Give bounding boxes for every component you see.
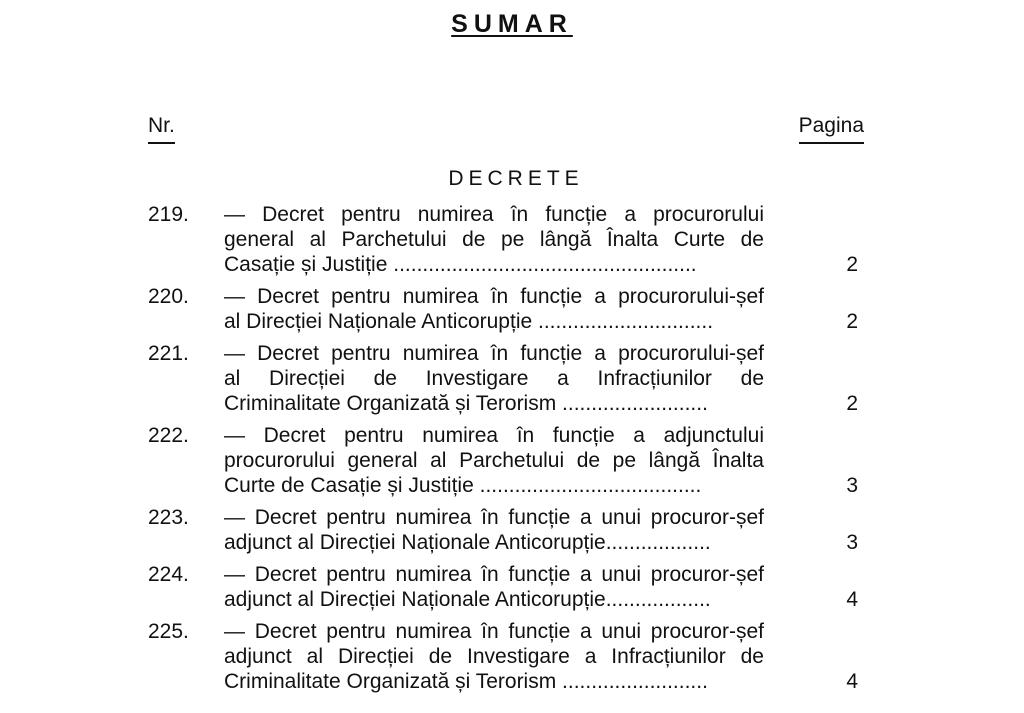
column-header-page: Pagina	[799, 114, 864, 144]
list-item[interactable]	[148, 562, 864, 612]
entry-page: 2	[846, 310, 858, 333]
entry-page: 4	[846, 588, 858, 611]
entry-number: 224.	[148, 563, 189, 586]
entry-page: 2	[846, 392, 858, 415]
list-item[interactable]	[148, 423, 864, 498]
entry-number: 221.	[148, 342, 189, 365]
summary-list	[148, 202, 864, 701]
entry-title: — Decret pentru numirea în funcție a unui procuror-șef adjunct al Direcției Naționale Anticorupție..................	[224, 563, 764, 611]
entry-number: 220.	[148, 285, 189, 308]
title-text: SUMAR	[451, 10, 573, 38]
entry-number: 223.	[148, 506, 189, 529]
entry-page: 3	[846, 474, 858, 497]
list-item[interactable]	[148, 284, 864, 334]
section-heading: DECRETE	[448, 167, 584, 190]
page-title	[0, 10, 1024, 39]
list-item[interactable]	[148, 505, 864, 555]
entry-title: — Decret pentru numirea în funcție a unui procuror-șef adjunct al Direcției de Investigare a Infracțiunilor de Criminalitate Organizată și Terorism .........................	[224, 620, 764, 693]
entry-title: — Decret pentru numirea în funcție a procurorului-șef al Direcției Naționale Anticorupție ..............................	[224, 285, 764, 333]
entry-title: — Decret pentru numirea în funcție a unui procuror-șef adjunct al Direcției Naționale Anticorupție..................	[224, 506, 764, 554]
entry-page: 3	[846, 531, 858, 554]
column-header-nr: Nr.	[148, 114, 175, 144]
entry-page: 2	[846, 253, 858, 276]
entry-number: 225.	[148, 620, 189, 643]
entry-number: 222.	[148, 424, 189, 447]
list-item[interactable]	[148, 341, 864, 416]
list-item[interactable]	[148, 619, 864, 694]
entry-title: — Decret pentru numirea în funcție a procurorului-șef al Direcției de Investigare a Infracțiunilor de Criminalitate Organizată și Terorism .........................	[224, 342, 764, 415]
entry-title: — Decret pentru numirea în funcție a adjunctului procurorului general al Parchetului de pe lângă Înalta Curte de Casație și Justiție ......................................	[224, 424, 764, 497]
entry-title: — Decret pentru numirea în funcție a procurorului general al Parchetului de pe lângă Înalta Curte de Casație și Justiție ....................................................	[224, 203, 764, 276]
list-item[interactable]	[148, 202, 864, 277]
entry-page: 4	[846, 670, 858, 693]
entry-number: 219.	[148, 203, 189, 226]
